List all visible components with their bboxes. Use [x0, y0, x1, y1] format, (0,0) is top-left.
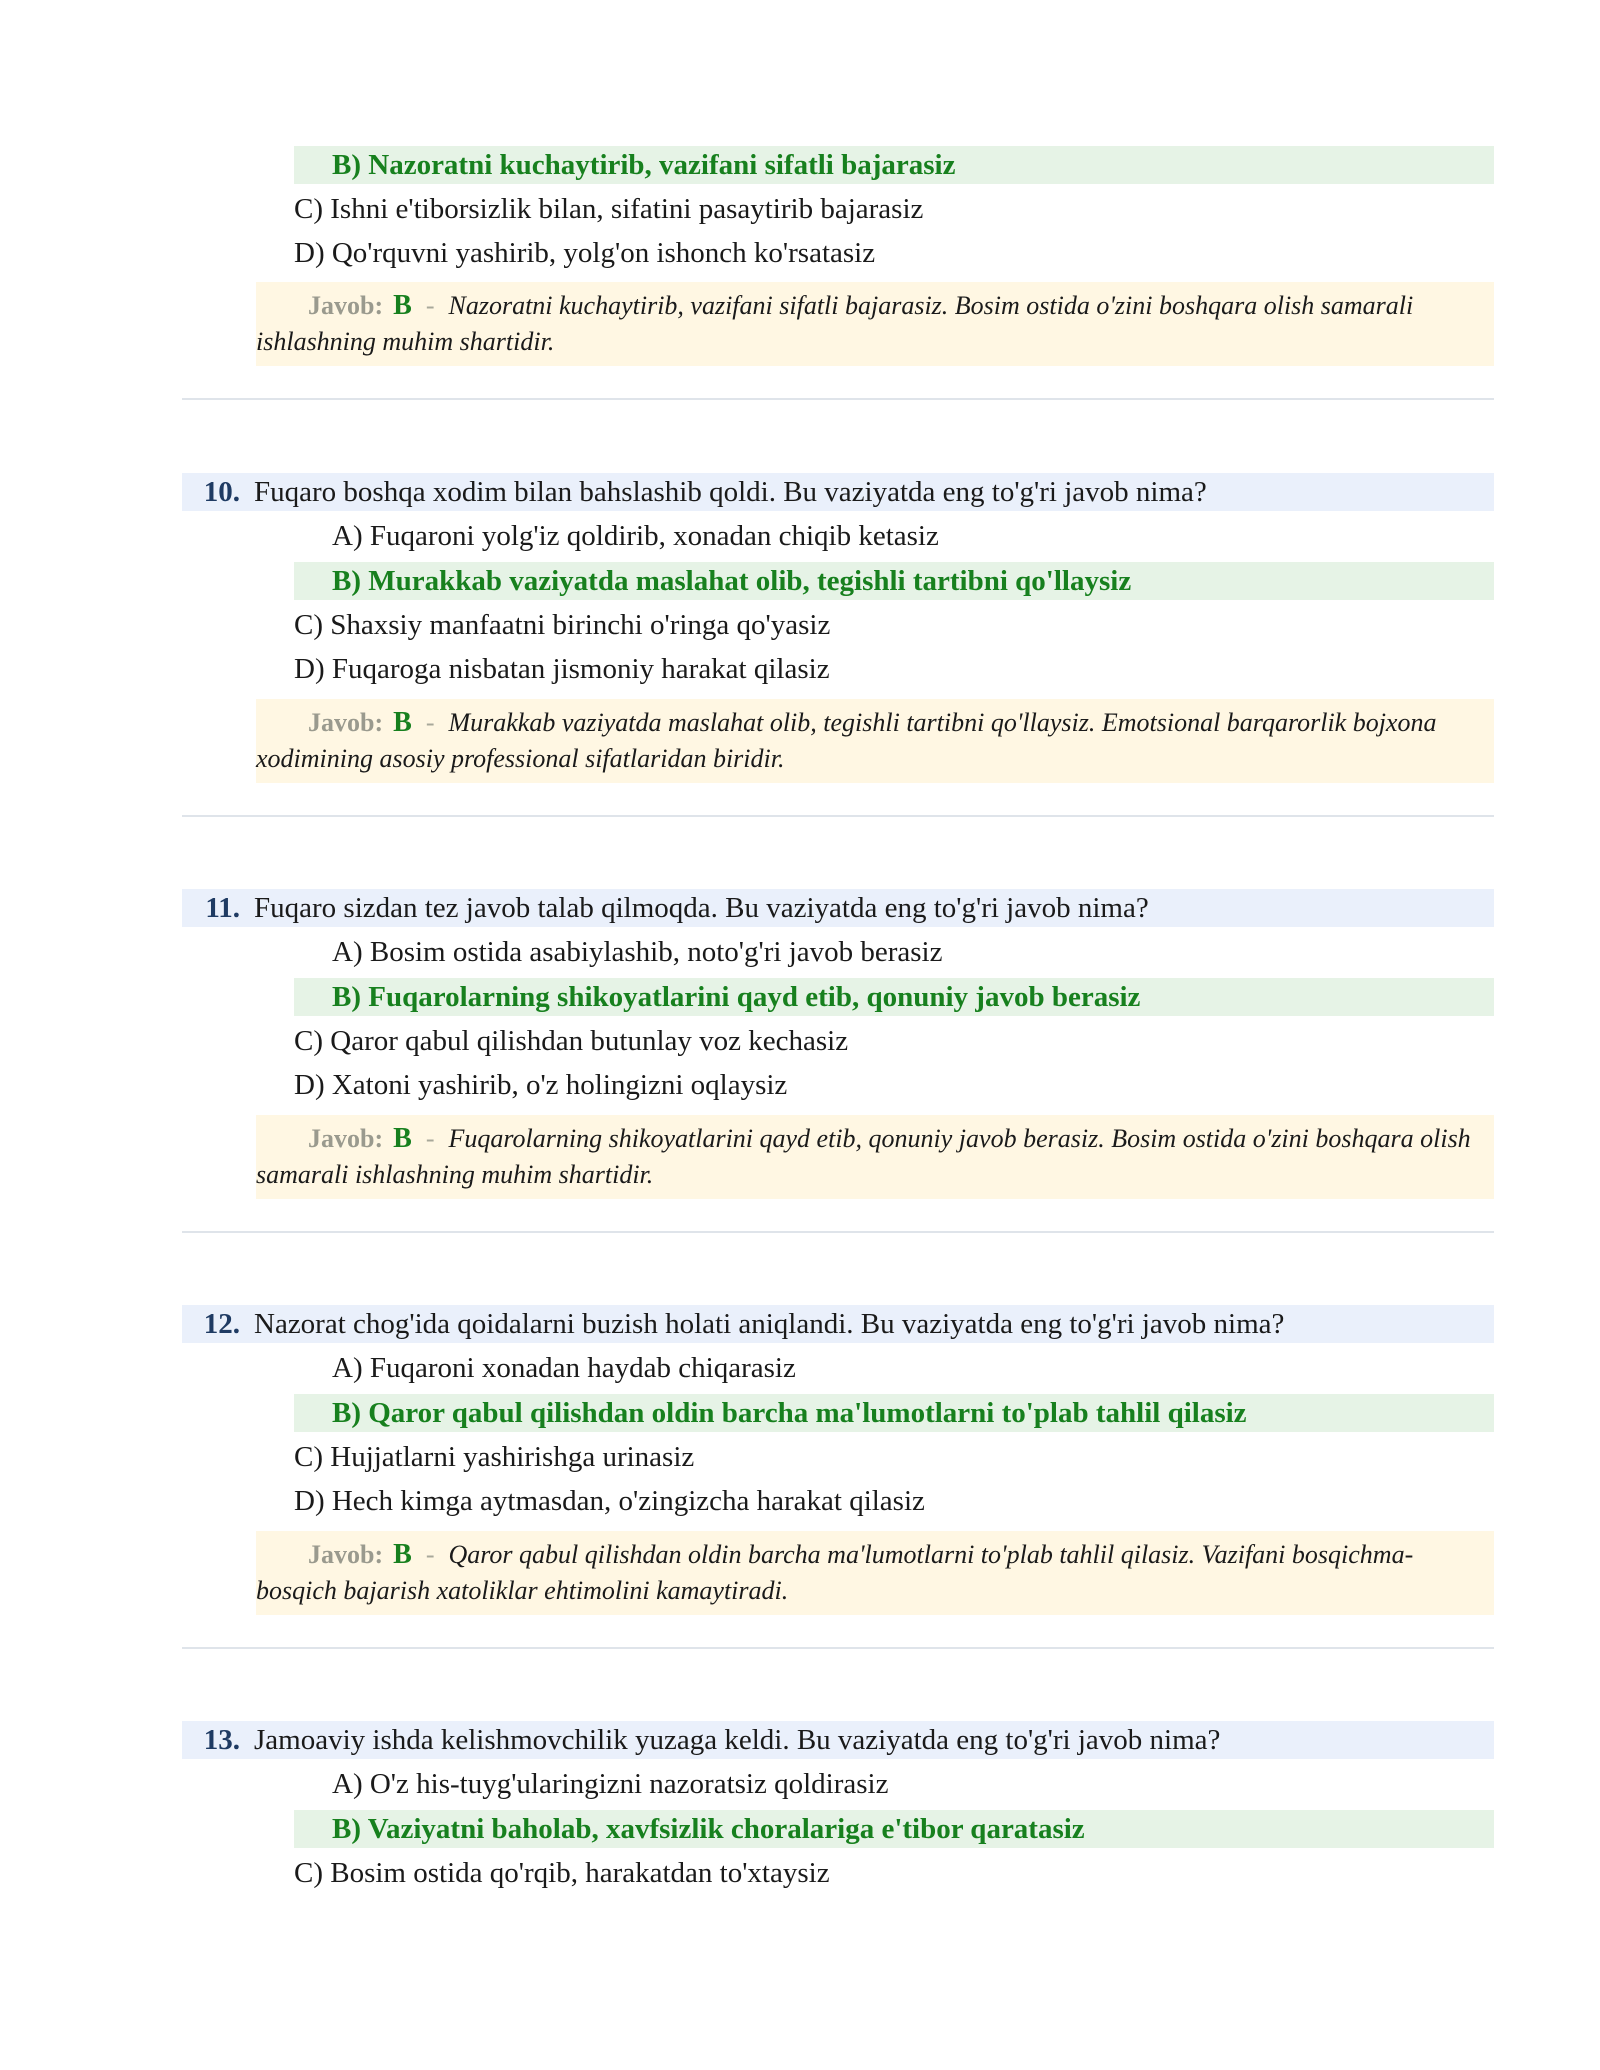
question-text: Jamoaviy ishda kelishmovchilik yuzaga keldi. Bu vaziyatda eng to'g'ri javob nima? [254, 1724, 1221, 1756]
option-a: A) Fuqaroni yolg'iz qoldirib, xonadan chiqib ketasiz [332, 520, 939, 552]
answer-dash: - [425, 1124, 435, 1153]
section-divider [182, 1231, 1494, 1233]
question-text: Fuqaro sizdan tez javob talab qilmoqda. Bu vaziyatda eng to'g'ri javob nima? [254, 892, 1149, 924]
answer-text: Qaror qabul qilishdan oldin barcha ma'lumotlarni to'plab tahlil qilasiz. Vazifani bosqichma-bosqich bajarish xatoliklar ehtimolini kamaytiradi. [256, 1540, 1414, 1605]
answer-box [256, 282, 1494, 366]
question-number: 11. [205, 892, 240, 924]
option-c: C) Qaror qabul qilishdan butunlay voz kechasiz [294, 1025, 849, 1057]
option-b-correct: B) Nazoratni kuchaytirib, vazifani sifatli bajarasiz [294, 146, 1494, 184]
option-d: D) Hech kimga aytmasdan, o'zingizcha harakat qilasiz [294, 1485, 925, 1517]
answer-dash: - [425, 708, 435, 737]
question-text: Nazorat chog'ida qoidalarni buzish holati aniqlandi. Bu vaziyatda eng to'g'ri javob nima? [254, 1308, 1285, 1340]
option-d: D) Fuqaroga nisbatan jismoniy harakat qilasiz [294, 653, 830, 685]
question-text: Fuqaro boshqa xodim bilan bahslashib qoldi. Bu vaziyatda eng to'g'ri javob nima? [254, 476, 1207, 508]
question-number: 12. [203, 1308, 240, 1340]
answer-box [256, 1531, 1494, 1615]
question-number: 13. [203, 1724, 240, 1756]
option-a: A) Fuqaroni xonadan haydab chiqarasiz [332, 1352, 796, 1384]
option-b-correct: B) Fuqarolarning shikoyatlarini qayd etib, qonuniy javob berasiz [294, 978, 1494, 1016]
answer-label: Javob: [308, 291, 384, 320]
answer-text: Murakkab vaziyatda maslahat olib, tegishli tartibni qo'llaysiz. Emotsional barqarorlik bojxona xodimining asosiy professional sifatlaridan biridir. [256, 708, 1437, 773]
option-b-correct: B) Qaror qabul qilishdan oldin barcha ma'lumotlarni to'plab tahlil qilasiz [294, 1394, 1494, 1432]
answer-dash: - [425, 1540, 435, 1569]
option-c: C) Ishni e'tiborsizlik bilan, sifatini pasaytirib bajarasiz [294, 193, 924, 225]
option-a: A) Bosim ostida asabiylashib, noto'g'ri javob berasiz [332, 936, 943, 968]
option-c: C) Shaxsiy manfaatni birinchi o'ringa qo'yasiz [294, 609, 831, 641]
section-divider [182, 815, 1494, 817]
option-b-correct: B) Vaziyatni baholab, xavfsizlik choralariga e'tibor qaratasiz [294, 1810, 1494, 1848]
answer-dash: - [425, 291, 435, 320]
answer-letter: B [393, 1123, 412, 1154]
question-12 [182, 1305, 1494, 1343]
option-d: D) Xatoni yashirib, o'z holingizni oqlaysiz [294, 1069, 788, 1101]
option-a: A) O'z his-tuyg'ularingizni nazoratsiz qoldirasiz [332, 1768, 889, 1800]
answer-letter: B [393, 290, 412, 321]
answer-box [256, 1115, 1494, 1199]
answer-text: Nazoratni kuchaytirib, vazifani sifatli bajarasiz. Bosim ostida o'zini boshqara olish samarali ishlashning muhim shartidir. [256, 291, 1414, 356]
option-c: C) Bosim ostida qo'rqib, harakatdan to'xtaysiz [294, 1857, 830, 1889]
answer-label: Javob: [308, 1540, 384, 1569]
answer-letter: B [393, 1539, 412, 1570]
option-b-correct: B) Murakkab vaziyatda maslahat olib, tegishli tartibni qo'llaysiz [294, 562, 1494, 600]
answer-letter: B [393, 707, 412, 738]
answer-box [256, 699, 1494, 783]
option-d: D) Qo'rquvni yashirib, yolg'on ishonch ko'rsatasiz [294, 237, 876, 269]
section-divider [182, 398, 1494, 400]
question-number: 10. [203, 476, 240, 508]
question-11 [182, 889, 1494, 927]
answer-label: Javob: [308, 1124, 384, 1153]
option-c: C) Hujjatlarni yashirishga urinasiz [294, 1441, 695, 1473]
answer-text: Fuqarolarning shikoyatlarini qayd etib, qonuniy javob berasiz. Bosim ostida o'zini boshqara olish samarali ishlashning muhim shartidir. [256, 1124, 1471, 1189]
question-10 [182, 473, 1494, 511]
question-13 [182, 1721, 1494, 1759]
answer-label: Javob: [308, 708, 384, 737]
section-divider [182, 1647, 1494, 1649]
